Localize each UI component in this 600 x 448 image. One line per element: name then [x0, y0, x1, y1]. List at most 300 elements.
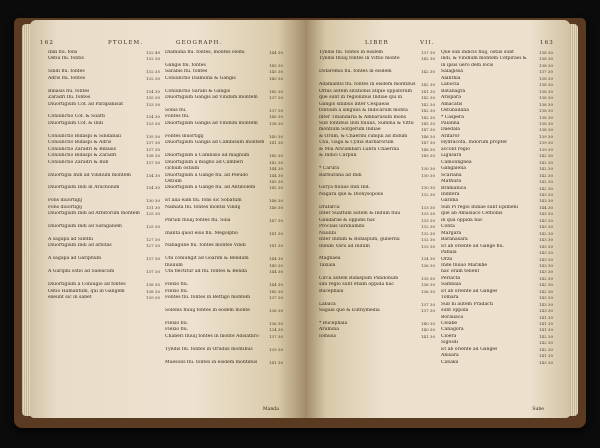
coordinates: 138 30: [539, 114, 553, 120]
place-name: Inde fluuio Marikhe: [441, 262, 488, 268]
coordinates: 132 30: [421, 224, 435, 230]
coordinates: 141 30: [421, 333, 435, 339]
coordinates: 145 30: [269, 262, 283, 268]
place-name: Ostium: [165, 178, 182, 184]
coordinates: 142 30: [539, 230, 553, 236]
coordinates: 138 30: [539, 88, 553, 94]
place-name: Indum Varii ad Indum: [319, 243, 370, 249]
coordinates: 137 30: [269, 333, 283, 339]
coordinates: 134 30: [146, 88, 160, 94]
coordinates: 145 30: [269, 62, 283, 68]
place-name: Coniunctio Bidaspi & Zaradri: [48, 153, 117, 159]
coordinates: 132 49: [146, 50, 160, 55]
coordinates: 137 30: [269, 295, 283, 301]
coordinates: 133 30: [421, 243, 435, 249]
text-line: [165, 185, 283, 191]
coordinates: 140 30: [421, 320, 435, 326]
place-name: A sagapa ad Gariphum: [48, 256, 102, 262]
coordinates: 141 30: [269, 359, 283, 365]
left-column-1: [48, 50, 160, 301]
coordinates: 139 30: [539, 140, 553, 146]
place-name: Diuortigium Gangis ad Vindum montem: [165, 95, 258, 101]
coordinates: 140 30: [269, 114, 283, 120]
place-name: Sub Pi regio Indiae sunt Epimeni: [441, 204, 519, 210]
place-name: Bramanica: [441, 185, 467, 191]
place-name: Gandarae & oppidis hac: [319, 217, 376, 223]
place-name: Anisara: [441, 353, 459, 359]
text-line: [48, 224, 160, 230]
text-line: [165, 231, 283, 237]
place-name: Barburana ad Indi: [319, 172, 362, 178]
coordinates: 147 30: [421, 127, 435, 133]
place-name: & Mia Aricambari Lubra Chaerina: [319, 146, 400, 152]
text-line: [48, 173, 160, 179]
coordinates: 135 30: [146, 95, 160, 101]
text-line: [319, 334, 435, 340]
place-name: A Gariphi ostio ad Saleacum: [48, 269, 115, 275]
place-name: Gangalena: [441, 166, 466, 172]
place-name: Coniunctio Zaradri & Indi: [48, 159, 109, 165]
place-name: Phrudi fluuij fontes flu. Silia: [165, 217, 231, 223]
place-name: Diuortigium Cof. & Indi: [48, 120, 104, 126]
coordinates: 136 30: [269, 320, 283, 326]
place-name: hac oram tenent: [441, 269, 480, 275]
coordinates: 143 30: [539, 359, 553, 365]
place-name: Proclais uiridiamini: [319, 224, 365, 230]
place-name: Namata flu. fontes montis Vindij: [165, 204, 241, 210]
text-line: [165, 50, 283, 56]
place-name: Sindi flu. fontes: [48, 69, 85, 75]
place-name: Sambala: [441, 282, 462, 288]
place-name: Circa autem Bidaspum Pandonum: [319, 275, 399, 281]
coordinates: 140 30: [269, 88, 283, 94]
coordinates: 137 30: [421, 308, 435, 313]
place-name: Que sub indicis fluij, ostiis sunt: [441, 50, 514, 55]
place-name: Gorya fluuiis Indi Ind.: [319, 185, 370, 191]
text-line: [165, 218, 283, 224]
place-name: Coniunctio Bidaspi & Sindabali: [48, 133, 121, 139]
text-line: [165, 347, 283, 353]
place-name: Boraliaca: [441, 314, 464, 320]
text-line: [319, 192, 435, 198]
place-name: Coniunctio Sarabi & Gangis: [165, 88, 231, 94]
coordinates: 138 30: [146, 288, 160, 294]
place-name: Conta: [441, 224, 455, 230]
place-name: Sagala que & Euthymedia: [319, 308, 380, 313]
coordinates: 139 30: [539, 133, 553, 139]
coordinates: 137 30: [146, 146, 160, 152]
coordinates: 145 30: [269, 185, 283, 191]
place-name: Celabe: [441, 321, 458, 327]
place-name: Nanagune flu. fontes montes Vindi: [165, 243, 246, 249]
place-name: Diuortigium Indi ad Saraganem: [48, 224, 122, 230]
place-name: Diuortigium a Coniugio ad fontes: [48, 282, 126, 288]
place-name: Daedala: [441, 127, 461, 133]
coordinates: 142 30: [539, 153, 553, 159]
place-name: Scariana: [441, 172, 462, 178]
place-name: Fontes flu. fontes in Bettigo montem: [165, 295, 251, 301]
coordinates: 132 35: [146, 69, 160, 75]
coordinates: 143 30: [539, 198, 553, 204]
text-line: [165, 140, 283, 146]
coordinates: 142 30: [421, 69, 435, 75]
coordinates: 146 30: [269, 198, 283, 204]
place-name: Sarabis flu. fontes: [165, 69, 208, 75]
place-name: Amacatis: [441, 101, 463, 107]
place-name: inter Tinandaria & Ambarusum mons: [319, 114, 407, 120]
coordinates: 138 30: [539, 120, 553, 126]
text-line: [165, 95, 283, 101]
coordinates: 133 30: [146, 101, 160, 107]
place-name: Sonis flu.: [165, 108, 187, 114]
place-name: Et ab oriente ad Ganges: [441, 346, 498, 352]
right-page: [305, 20, 570, 418]
coordinates: 136 30: [421, 262, 435, 268]
coordinates: 142 30: [421, 95, 435, 101]
place-name: Labaca: [319, 301, 336, 307]
coordinates: 142 30: [421, 101, 435, 107]
right-header-title: LIBER: [365, 40, 390, 46]
coordinates: 145 30: [421, 120, 435, 126]
coordinates: 138 30: [539, 56, 553, 62]
coordinates: 132 30: [146, 75, 160, 81]
place-name: Adris flu. fontes: [48, 75, 86, 81]
place-name: Canaka: [441, 359, 459, 365]
right-header-right: VII.: [420, 40, 435, 46]
text-line: [165, 269, 283, 275]
place-name: Bucephala: [319, 288, 344, 294]
text-line: [165, 205, 283, 211]
coordinates: 132 30: [421, 237, 435, 243]
coordinates: 147 30: [269, 217, 283, 223]
coordinates: 142 30: [539, 282, 553, 288]
coordinates: 149 30: [421, 153, 435, 159]
coordinates: 142 30: [539, 288, 553, 294]
coordinates: 145 30: [269, 178, 283, 184]
coordinates: 140 30: [269, 288, 283, 294]
place-name: Arumina: [319, 327, 339, 333]
coordinates: 130 30: [146, 198, 160, 204]
place-name: * Caspera: [441, 114, 464, 120]
coordinates: 133 30: [421, 204, 435, 210]
place-name: montium Sorgerum Indiae: [319, 127, 381, 133]
left-header-title: PTOLEM.: [108, 40, 144, 46]
coordinates: 127 30: [146, 237, 160, 242]
coordinates: 131 30: [146, 204, 160, 210]
coordinates: 137 30: [269, 95, 283, 101]
coordinates: 138 30: [539, 62, 553, 68]
place-name: Nagara que & Dionysopolis: [319, 191, 384, 197]
place-name: Camolingnea: [441, 159, 472, 165]
coordinates: 137 30: [146, 140, 160, 146]
place-name: Sigosdi: [441, 340, 459, 346]
place-name: Arifaror: [441, 133, 460, 139]
coordinates: 132 30: [421, 191, 435, 197]
coordinates: 143 30: [539, 269, 553, 275]
coordinates: 143 30: [539, 301, 553, 307]
coordinates: 125 30: [146, 224, 160, 230]
place-name: Tyndis flu. fontes in eisdem: [319, 50, 384, 55]
coordinates: 142 30: [539, 166, 553, 172]
coordinates: 133 30: [146, 120, 160, 126]
coordinates: 143 30: [539, 308, 553, 314]
right-column-1: [319, 50, 435, 340]
text-line: [165, 76, 283, 82]
place-name: fontium a singulis & Indicarum monta: [319, 108, 408, 114]
coordinates: 142 30: [421, 82, 435, 88]
left-page: [30, 20, 305, 418]
place-name: Diuortigium Cof. ad Parapanisat: [48, 101, 124, 107]
place-name: Gangis flu. fontes: [165, 62, 206, 68]
place-name: Uxii, Gaga & Cydia Barbarorum: [319, 140, 394, 146]
place-name: que ab Amasiaco Ceffionis: [441, 211, 503, 217]
coordinates: 143 30: [539, 262, 553, 268]
coordinates: 133 30: [421, 217, 435, 223]
text-line: [48, 160, 160, 166]
place-name: Inter Indum & Bidaspum, gubernu: [319, 237, 400, 243]
coordinates: 142 30: [539, 185, 553, 191]
place-name: Labocla: [441, 82, 460, 88]
coordinates: 138 30: [539, 95, 553, 101]
coordinates: 143 30: [539, 217, 553, 223]
text-line: [165, 121, 283, 127]
place-name: Inanta quod eius flu. Megolpho: [165, 230, 238, 236]
place-name: Chaberi fluuij fontes in monte Adisathro: [165, 333, 259, 339]
place-name: Diuortigium a Gange flu. ad Pseudo: [165, 172, 249, 178]
coordinates: 142 30: [539, 340, 553, 346]
left-column-2: [165, 50, 283, 372]
text-line: [165, 295, 283, 301]
place-name: Et ab oriente ad Ganges: [441, 288, 498, 294]
place-name: Diamuna flu. fontes, montes Hemi: [165, 50, 245, 55]
coordinates: 141 30: [539, 353, 553, 359]
text-line: [165, 360, 283, 366]
coordinates: 138 30: [539, 127, 553, 133]
coordinates: 146 30: [269, 204, 283, 210]
coordinates: 138 30: [539, 82, 553, 88]
coordinates: 144 30: [269, 166, 283, 172]
coordinates: 141 30: [539, 314, 553, 320]
place-name: Coniunctio Zaradri & Bibasis: [48, 146, 116, 152]
coordinates: 140 30: [269, 153, 283, 159]
place-name: Ligusara: [441, 153, 462, 159]
text-line: [165, 366, 283, 372]
place-name: Canagora: [441, 327, 464, 333]
coordinates: 144 30: [269, 269, 283, 275]
place-name: Iomusa: [319, 333, 336, 339]
place-name: A sagapa ad Simthi: [48, 237, 94, 242]
place-name: Ubi flectitur ad flu. fontes & Benda: [165, 269, 248, 275]
place-name: Taxiala: [319, 262, 336, 268]
text-line: [48, 102, 160, 108]
coordinates: 140 30: [269, 133, 283, 139]
place-name: Tyndis flu. fontes in Orudiis montibus: [165, 346, 253, 352]
text-line: [319, 308, 435, 314]
right-page-number: 163: [539, 40, 554, 46]
place-name: Arispara: [441, 95, 461, 101]
text-line: [48, 295, 160, 301]
place-name: Flexio flu.: [165, 327, 189, 333]
text-line: [48, 269, 160, 275]
coordinates: 142 30: [421, 108, 435, 114]
place-name: Naulibi: [319, 230, 337, 236]
place-name: Gangis sinibus inter Cespaeas: [319, 101, 390, 107]
coordinates: 142 30: [269, 159, 283, 165]
place-name: Fontes diuortigij: [165, 133, 204, 139]
text-line: [441, 360, 553, 366]
coordinates: 134 30: [421, 256, 435, 262]
place-name: sunt oppida: [441, 308, 469, 314]
coordinates: 145 30: [269, 69, 283, 75]
place-name: Orbis autem sitationis atque oppidorum: [319, 88, 413, 94]
text-line: [48, 243, 160, 249]
coordinates: 136 30: [269, 307, 283, 313]
place-name: Garima: [441, 198, 459, 204]
coordinates: 143 30: [539, 191, 553, 197]
place-name: Ostubadana: [441, 108, 469, 114]
place-name: Fontes flu.: [165, 114, 190, 120]
place-name: Palanna: [441, 120, 460, 126]
place-name: Magnaea: [319, 256, 341, 262]
place-name: Perlacta: [441, 275, 461, 281]
coordinates: 141 30: [421, 88, 435, 94]
place-name: Salagissa: [441, 69, 463, 75]
coordinates: 144 30: [269, 172, 283, 178]
place-name: Diuortigium Indi in Aracholum: [48, 185, 120, 191]
coordinates: 138 30: [539, 75, 553, 81]
coordinates: 139 30: [269, 346, 283, 352]
place-name: & Orum, & Chaerini cunqui ad Indum: [319, 133, 408, 139]
place-name: Alanthia: [441, 75, 461, 81]
left-page-number: 162: [40, 40, 55, 46]
place-name: Diuortigiũ Indi ad Vindium montem: [48, 172, 131, 178]
place-name: Zaradri flu. fontes: [48, 95, 91, 101]
coordinates: 138 30: [146, 282, 160, 288]
text-line: [165, 334, 283, 340]
coordinates: 142 30: [539, 333, 553, 339]
place-name: Baranasara: [441, 237, 468, 243]
place-name: Bibasis flu. fontes: [48, 88, 90, 94]
place-name: Ubi coniungit ad Goarim & Bendam: [165, 256, 249, 262]
coordinates: 139 30: [146, 295, 160, 301]
coordinates: 141 30: [539, 327, 553, 333]
place-name: Maesolis flu. fontes in eisdem montibus: [165, 359, 258, 365]
coordinates: 140 30: [269, 75, 283, 81]
coordinates: 137 30: [539, 69, 553, 75]
coordinates: 142 30: [539, 159, 553, 165]
coordinates: 147 30: [421, 140, 435, 146]
place-name: Adamantis flu. fontes in eisdem montibus: [319, 82, 416, 88]
coordinates: 137 30: [421, 50, 435, 55]
place-name: Coniunctio Cof. & Suafti: [48, 114, 105, 120]
place-name: Mathura: [441, 179, 462, 185]
coordinates: 135 30: [146, 133, 160, 139]
place-name: Diuortigium Gangis ad Cambisum montem: [165, 140, 265, 146]
place-name: sibi regio sunt etiam oppida hac: [319, 282, 394, 288]
text-line: [48, 185, 160, 191]
place-name: Diuortigium a Cambisio ad magnum: [165, 153, 250, 159]
coordinates: 141 30: [269, 140, 283, 146]
coordinates: 142 30: [539, 275, 553, 281]
place-name: Fons diuortigij: [48, 198, 82, 204]
place-name: Ostiũ flu. fontis: [48, 56, 84, 62]
text-line: [48, 211, 160, 217]
coordinates: 143 30: [539, 243, 553, 249]
coordinates: 140 30: [421, 327, 435, 333]
coordinates: 127 30: [146, 243, 160, 249]
coordinates: 142 30: [539, 346, 553, 352]
coordinates: 144 30: [269, 282, 283, 288]
coordinates: 141 30: [269, 230, 283, 236]
coordinates: 134 30: [269, 327, 283, 333]
place-name: Sub fontibus Indi fluuiis, Summa & Vittu: [319, 120, 414, 126]
coordinates: 130 30: [421, 166, 435, 172]
place-name: Tomara: [441, 295, 459, 301]
coordinates: 138 30: [269, 120, 283, 126]
coordinates: 142 30: [421, 56, 435, 62]
coordinates: 138 30: [539, 50, 553, 55]
place-name: Flexio flu.: [165, 288, 189, 294]
place-name: accolit regio: [441, 146, 470, 152]
text-line: [165, 243, 283, 249]
place-name: Fons diuortigij: [48, 204, 82, 210]
coordinates: 132 30: [421, 230, 435, 236]
coordinates: 137 30: [146, 159, 160, 165]
coordinates: 144 30: [269, 256, 283, 262]
place-name: in ipsis uero dem locis: [441, 62, 494, 68]
coordinates: 148 30: [421, 146, 435, 152]
coordinates: 135 30: [421, 275, 435, 281]
place-name: Tyndis fluuij fontes in Vittio monte: [319, 56, 400, 62]
place-name: Sub hi autem Pradacti: [441, 301, 494, 307]
place-name: Diuortigium Indi ad arbitas: [48, 243, 112, 249]
coordinates: 141 30: [269, 243, 283, 249]
coordinates: 143 30: [539, 256, 553, 262]
coordinates: 137 30: [269, 108, 283, 114]
place-name: Et alia eam flu. fons sic Sobatum: [165, 198, 242, 204]
place-name: indi, & Vindium montem Cefpiraei &: [441, 56, 527, 62]
place-name: Margara: [441, 230, 462, 236]
coordinates: 144 30: [539, 204, 553, 210]
place-name: que sunt in regionibus Indiae qui in: [319, 95, 403, 101]
place-name: Coniunctio Bidaspi & Adris: [48, 140, 112, 146]
place-name: Flexio flu.: [165, 320, 189, 326]
coordinates: 134 30: [146, 114, 160, 120]
place-name: * Carura: [319, 166, 340, 172]
coordinates: 136 30: [421, 282, 435, 288]
place-name: Diuortigium a Gange flu. ad Antibolem: [165, 185, 256, 191]
coordinates: 139 30: [539, 146, 553, 152]
right-column-2: [441, 50, 553, 366]
place-name: in qua oppida hac: [441, 217, 483, 223]
coordinates: 132 30: [146, 56, 160, 62]
coordinates: 125 30: [146, 211, 160, 217]
open-book: [14, 18, 586, 428]
text-line: [319, 69, 435, 75]
place-name: Diuortigium Indi ad Arbitorum montem: [48, 211, 140, 217]
place-name: Coniunctio Diamuna & Gangis: [165, 75, 236, 81]
coordinates: 138 30: [539, 108, 553, 114]
right-catchword: Sube: [532, 407, 544, 412]
place-name: cichum ostium: [165, 166, 200, 172]
place-name: Inter Suaftum autem & Indum fluu: [319, 211, 401, 217]
place-name: Paflala: [441, 250, 457, 256]
coordinates: 142 30: [421, 114, 435, 120]
coordinates: 134 30: [146, 185, 160, 191]
text-line: [319, 56, 435, 62]
coordinates: 137 30: [146, 256, 160, 262]
place-name: Et ab oriente ad Gange flu.: [441, 243, 505, 249]
